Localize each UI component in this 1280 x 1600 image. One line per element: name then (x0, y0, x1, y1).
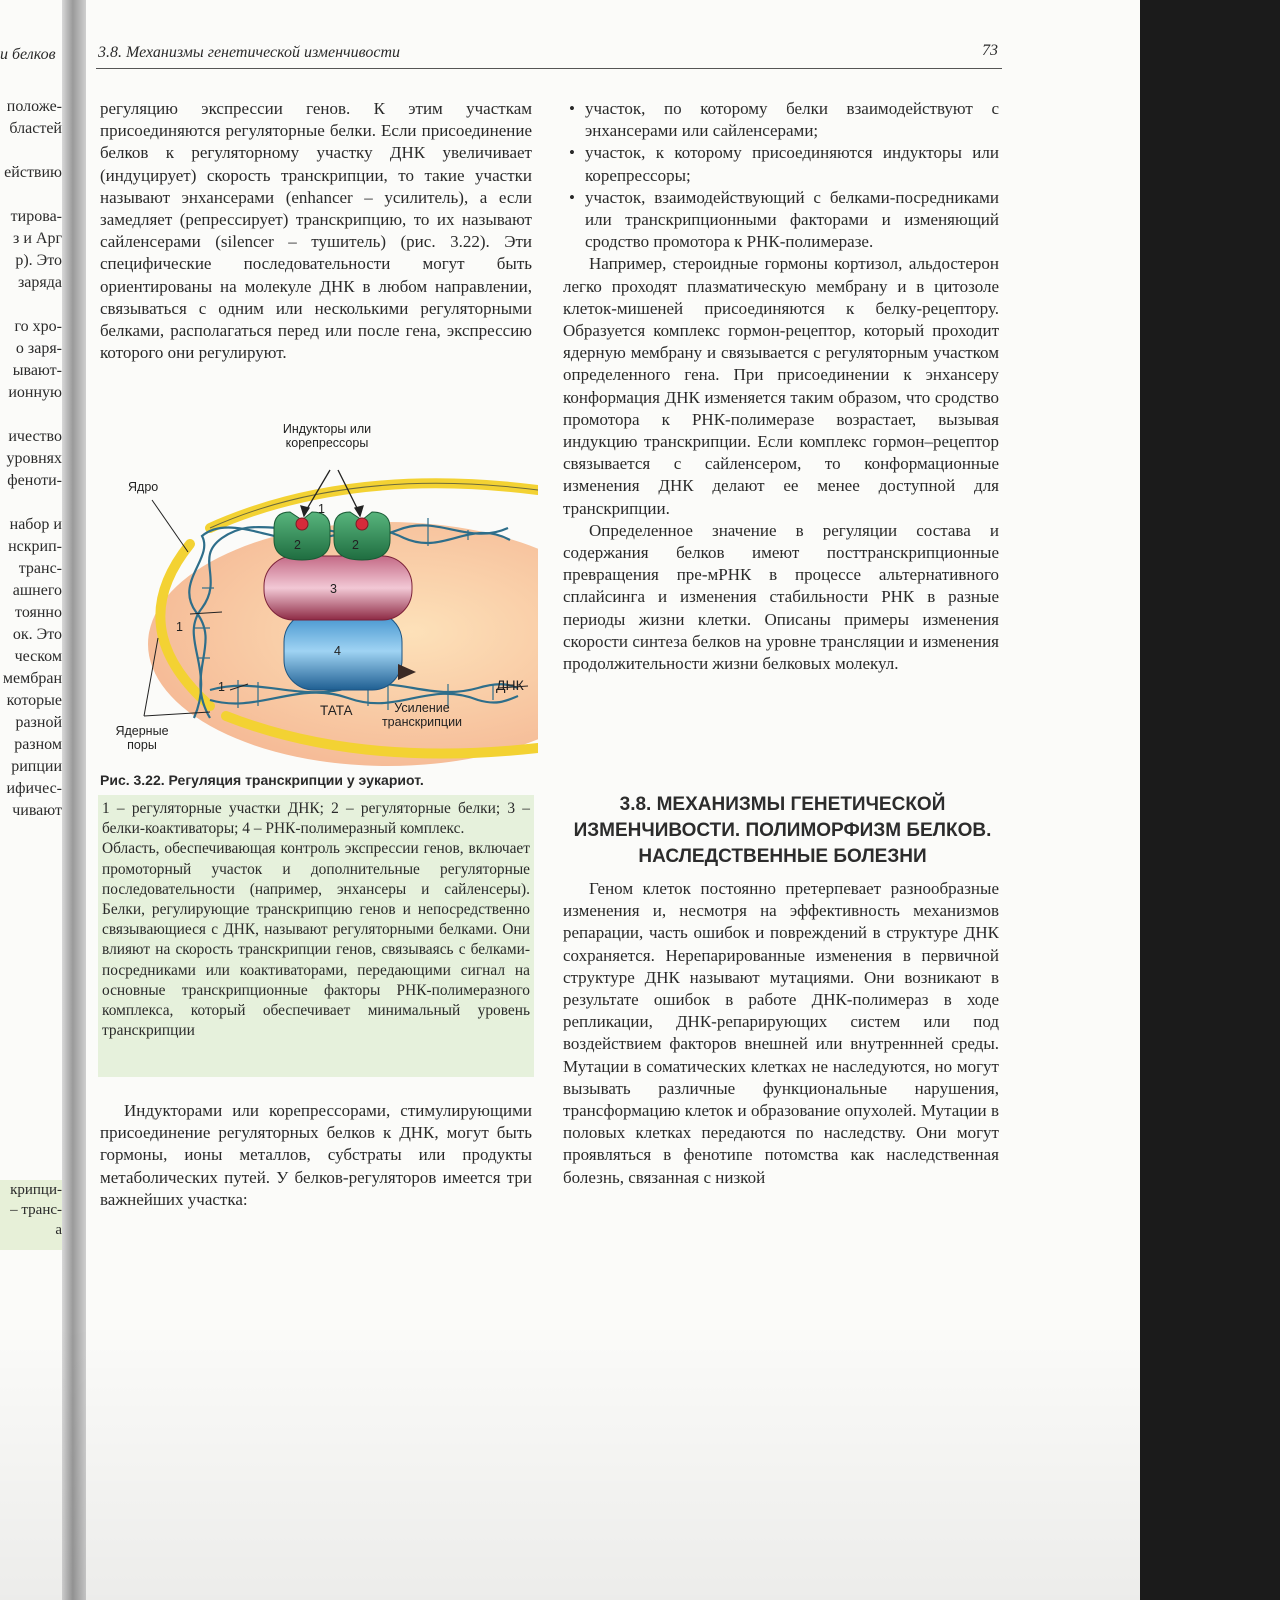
previous-page-line: ческом (14, 648, 62, 665)
previous-page-header: и белков (0, 46, 56, 63)
previous-page-line: чивают (12, 802, 62, 819)
label-num-2a: 2 (294, 538, 301, 552)
previous-page-line (0, 184, 62, 206)
coactivator-protein (264, 556, 412, 620)
previous-page-line: уровнях (6, 450, 62, 467)
page-number: 73 (982, 42, 998, 59)
label-num-2b: 2 (352, 538, 359, 552)
callout-body: Область, обеспечивающая контроль экспрессии генов, включает промоторный участок и дополнительные регуляторные последовательности (например, энхансеры и сайленсеры). Белки, регулирующие транскрипцию генов и непосредственно связывающиеся с ДНК, называют регуляторными белками. Они влияют на скорость транскрипции генов, связываясь с белками-посредниками или коактиваторами, передающими сигнал на основные транскрипционные факторы РНК-полимеразного комплекса, который обеспечивает минимальный уровень транскрипции (102, 840, 530, 1040)
previous-page-line: о заря- (15, 340, 62, 357)
previous-page-line: разном (14, 736, 62, 753)
regulator-sites-list (563, 98, 999, 253)
previous-page-line: го хро- (14, 318, 62, 335)
previous-page-line: нскрип- (8, 538, 62, 555)
label-dna: ДНК (496, 677, 524, 693)
label-tata: ТАТА (320, 703, 353, 718)
previous-page-line: ействию (4, 164, 62, 181)
figure-caption: Рис. 3.22. Регуляция транскрипции у эукариот. (100, 772, 424, 788)
previous-page-text (0, 96, 62, 822)
left-column-paragraph-2 (100, 1100, 532, 1211)
paragraph-steroids: Например, стероидные гормоны кортизол, альдостерон легко проходят плазматическую мембрану и в цитозоле клеток-мишеней присоединяются к белку-рецептору. Образуется комплекс гормон-рецептор, который проходит ядерную мембрану и связывается с регуляторным участком определенного гена. При присоединении к энхансеру конформация ДНК изменяется таким образом, что сродство промотора к РНК-полимеразе возрастает, вызывая индукцию транскрипции. Если комплекс гормон–рецептор связывается с сайленсером, то конформационные изменения ДНК делают ее менее доступной для транскрипции. (563, 254, 999, 518)
previous-page-line: ифичес- (6, 780, 62, 797)
paragraph-mutations: Геном клеток постоянно претерпевает разнообразные изменения и, несмотря на эффективность механизмов репарации, часть ошибок и повреждений в структуре ДНК сохраняется. Нерепарированные изменения в первичной структуре ДНК называют мутациями. Они возникают в результате ошибок в работе ДНК-полимераз в ходе репликации, ДНК-репарирующих систем или под воздействием факторов внешней или внутреннней среды. Мутации в соматических клетках не наследуются, но могут вызывать различные функциональные нарушения, трансформацию клеток и образование опухолей. Мутации в половых клетках передаются по наследству. Они могут проявляться в фенотипе потомства как наследственная болезнь, связанная с низкой (563, 879, 999, 1187)
previous-page-line: р). Это (15, 252, 62, 269)
previous-page-line: которые (6, 692, 62, 709)
section-heading: 3.8. МЕХАНИЗМЫ ГЕНЕТИЧЕСКОЙ ИЗМЕНЧИВОСТИ. ПОЛИМОРФИЗМ БЕЛКОВ. НАСЛЕДСТВЕННЫЕ БОЛЕЗНИ (573, 794, 992, 867)
label-num-4: 4 (334, 644, 341, 658)
previous-page-callout-line: – транс- (10, 1202, 62, 1218)
previous-page-line (0, 492, 62, 514)
inducer-molecule-right (356, 518, 368, 530)
previous-page-line: ионную (8, 384, 62, 401)
previous-page-line: рипции (11, 758, 62, 775)
previous-page-line: транс- (18, 560, 62, 577)
previous-page-callout-line: а (55, 1222, 62, 1238)
page-bottom-shadow (0, 1320, 1140, 1600)
label-num-1c: 1 (218, 680, 225, 694)
label-num-1b: 1 (176, 620, 183, 634)
previous-page-line: ывают- (12, 362, 62, 379)
previous-page-callout-line: крипци- (10, 1182, 62, 1198)
previous-page-line: феноти- (7, 472, 62, 489)
label-pores: Ядерные поры (115, 724, 169, 752)
running-header (96, 42, 1002, 69)
figure-legend: 1 – регуляторные участки ДНК; 2 – регуляторные белки; 3 – белки-коактиваторы; 4 – РНК-полимеразный комплекс. (102, 800, 530, 838)
label-inductors: Индукторы или корепрессоры (282, 422, 372, 450)
previous-page-line (0, 140, 62, 162)
figure-3-22 (98, 418, 538, 770)
previous-page-line: бластей (9, 120, 62, 137)
previous-page-line: ок. Это (12, 626, 62, 643)
previous-page-line: з и Арг (13, 230, 62, 247)
nucleus-pointer (152, 500, 188, 552)
previous-page-line (0, 404, 62, 426)
previous-page-line: разной (15, 714, 62, 731)
previous-page-line: положе- (6, 98, 62, 115)
previous-page-line: тоянно (15, 604, 62, 621)
previous-page-line: заряда (17, 274, 62, 291)
paragraph-inductors: Индукторами или корепрессорами, стимулирующими присоединение регуляторных белков к ДНК, могут быть гормоны, ионы металлов, субстраты или продукты метаболических путей. У белков-регуляторов имеется три важнейших участка: (100, 1101, 532, 1209)
header-section-title: 3.8. Механизмы генетической изменчивости (98, 44, 401, 61)
inducer-molecule-left (296, 518, 308, 530)
right-column-top (563, 98, 999, 675)
paragraph-posttranscriptional: Определенное значение в регуляции состава и содержания белков имеют посттранскрипционные превращения пре-мРНК в процессе альтернативного сплайсинга и изменения стабильности РНК в разные периоды жизни клетки. Описаны примеры изменения скорости синтеза белков на уровне трансляции и изменения продолжительности жизни белковых молекул. (563, 520, 999, 674)
figure-callout (98, 795, 534, 1077)
rna-polymerase-complex (284, 612, 402, 690)
previous-page-line: ашнего (12, 582, 62, 599)
previous-page-line: тирова- (10, 208, 62, 225)
previous-page-line: мембран (2, 670, 62, 687)
label-num-1a: 1 (318, 502, 325, 516)
label-num-3: 3 (330, 582, 337, 596)
transcription-diagram (98, 418, 538, 770)
previous-page-callout (0, 1180, 62, 1250)
left-column-paragraph-1 (100, 98, 532, 364)
right-column-bottom (563, 878, 999, 1189)
label-nucleus: Ядро (128, 480, 159, 494)
list-item: • участок, по которому белки взаимодействуют с энхансерами или сайленсерами; (563, 98, 999, 142)
list-item: • участок, взаимодействующий с белками-посредниками или транскрипционными факторами и изменяющий сродство промотора к РНК-полимеразе. (563, 187, 999, 254)
paragraph-enhancers: регуляцию экспрессии генов. К этим участкам присоединяются регуляторные белки. Если присоединение белков к регуляторному участку ДНК увеличивает (индуцирует) скорость транскрипции, то такие участки называют энхансерами (enhancer – усилитель), а если замедляет (репрессирует) транскрипцию, то их называют сайленсерами (silencer – тушитель) (рис. 3.22). Эти специфические последовательности могут быть ориентированы на молекуле ДНК в любом направлении, связываться с одним или несколькими регуляторными белками, располагаться перед или после гена, экспрессию которого они регулируют. (100, 99, 532, 363)
label-enhancement: Усиление транскрипции (381, 701, 463, 729)
previous-page-line: ичество (8, 428, 62, 445)
previous-page-line: набор и (9, 516, 62, 533)
list-item: • участок, к которому присоединяются индукторы или корепрессоры; (563, 142, 999, 186)
previous-page-line (0, 294, 62, 316)
